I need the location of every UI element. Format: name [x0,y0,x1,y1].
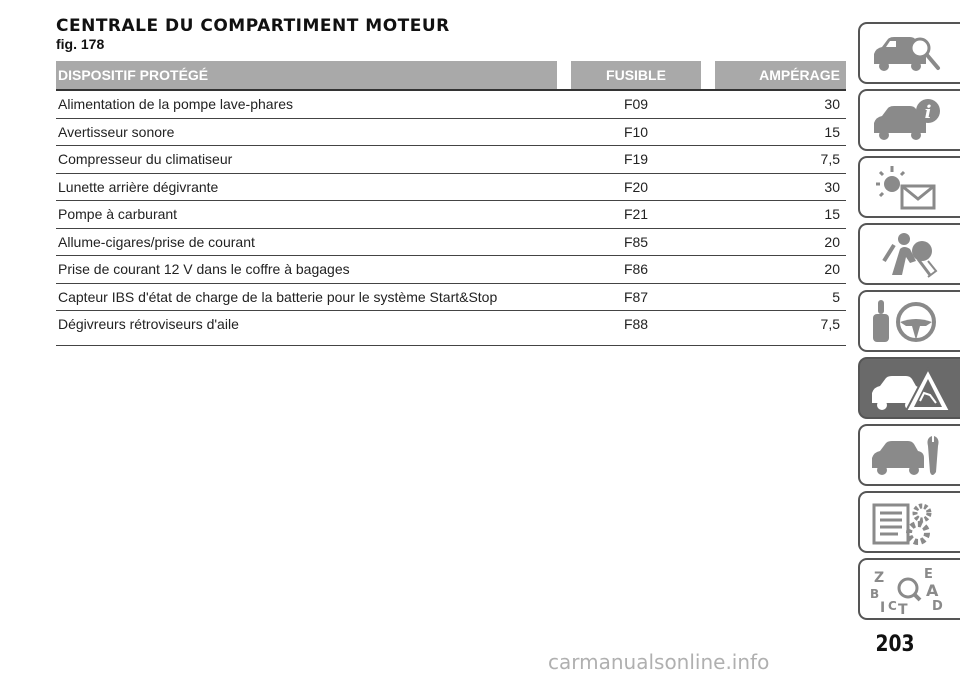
technical-data-gear-icon [870,499,950,547]
airbag-seat-icon [870,231,950,279]
device-cell: Prise de courant 12 V dans le coffre à bagages [58,261,350,278]
tab-index[interactable] [858,558,960,620]
fuse-table [56,61,846,346]
car-service-wrench-icon [870,432,950,480]
amperage-cell: 7,5 [820,316,840,332]
table-row [56,256,846,284]
section-title: CENTRALE DU COMPARTIMENT MOTEUR [56,16,450,36]
column-header-device: DISPOSITIF PROTÉGÉ [56,61,557,89]
fuse-cell: F86 [623,261,649,278]
table-row [56,174,846,202]
figure-reference: fig. 178 [56,36,105,52]
car-search-icon [870,30,950,78]
fuse-cell: F10 [623,123,649,140]
fuse-cell: F21 [623,206,649,223]
tab-warning-lights[interactable] [858,156,960,218]
tab-car-info[interactable] [858,89,960,151]
amperage-cell: 5 [832,288,840,305]
alphabetical-index-icon [870,566,950,614]
fuse-cell: F88 [623,316,649,332]
column-header-amperage: AMPÉRAGE [715,61,846,89]
amperage-cell: 15 [824,206,840,223]
svg-text:I: I [880,600,886,614]
device-cell: Lunette arrière dégivrante [58,178,219,195]
amperage-cell: 20 [824,233,840,250]
device-cell: Dégivreurs rétroviseurs d'aile [58,316,239,332]
amperage-cell: 30 [824,178,840,195]
svg-text:A: A [926,581,939,600]
table-row [56,119,846,147]
warning-light-message-icon [870,164,950,212]
svg-text:Z: Z [874,570,885,586]
tab-safety[interactable] [858,223,960,285]
column-header-fuse: FUSIBLE [571,61,701,89]
svg-text:T: T [898,602,908,614]
svg-text:C: C [888,599,897,613]
fuse-cell: F85 [623,233,649,250]
fuse-cell: F09 [623,96,649,113]
device-cell: Compresseur du climatiseur [58,151,233,168]
table-row [56,229,846,257]
fuse-cell: F19 [623,151,649,168]
fuse-cell: F20 [623,178,649,195]
device-cell: Allume-cigares/prise de courant [58,233,255,250]
svg-text:E: E [924,567,933,582]
table-row [56,284,846,312]
table-row [56,146,846,174]
tab-maintenance[interactable] [858,424,960,486]
table-row [56,201,846,229]
device-cell: Pompe à carburant [58,206,178,223]
device-cell: Alimentation de la pompe lave-phares [58,96,294,113]
svg-text:i: i [924,102,932,123]
amperage-cell: 7,5 [820,151,840,168]
tab-car-search[interactable] [858,22,960,84]
page-number: 203 [875,632,915,657]
tab-starting-driving[interactable] [858,290,960,352]
device-cell: Avertisseur sonore [58,123,175,140]
car-info-icon [870,97,950,145]
table-header-row [56,61,846,91]
svg-text:B: B [870,587,880,601]
table-row [56,91,846,119]
table-row [56,311,846,346]
tab-emergency[interactable] [858,357,960,419]
device-cell: Capteur IBS d'état de charge de la batterie pour le système Start&Stop [58,288,498,305]
amperage-cell: 15 [824,123,840,140]
key-steering-wheel-icon [870,298,950,346]
amperage-cell: 30 [824,96,840,113]
car-emergency-warning-icon [870,365,950,413]
amperage-cell: 20 [824,261,840,278]
watermark: carmanualsonline.info [548,650,770,674]
fuse-cell: F87 [623,288,649,305]
svg-text:D: D [932,599,943,614]
tab-technical-data[interactable] [858,491,960,553]
